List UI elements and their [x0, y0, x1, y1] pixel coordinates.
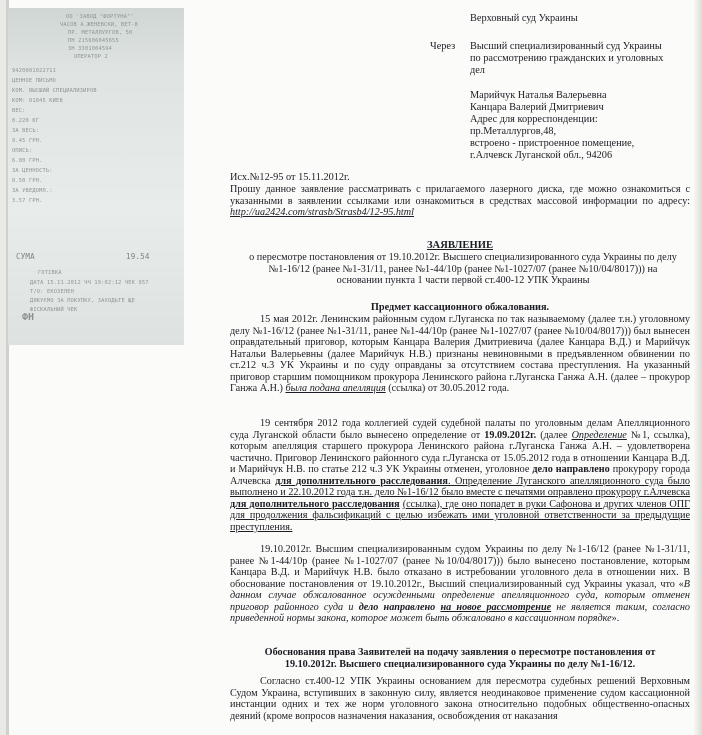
receipt-line: ЗА УВЕДОМЛ.:: [12, 188, 53, 194]
receipt-line: ОО 'ЗАВОД "ФОРТУНА"': [66, 14, 134, 20]
applicant-line: Канцара Валерий Дмитриевич: [470, 102, 604, 113]
receipt-line: 3.57 ГРН.: [12, 198, 43, 204]
receipt-line: ПР. МЕТАЛЛУРГОВ, 50: [68, 30, 133, 36]
appeal-link[interactable]: была подана апелляция: [285, 383, 386, 395]
section1-paragraph-2: [230, 418, 690, 533]
section2-paragraph-1: Согласно ст.400-12 УПК Украины основанием для пересмотра судебных решений Верховным Судом Украина, вступивших в законную силу, является неодинаковое применение судом кассационной инстанции одних и тех же норм уголовного закона относительно подобных общественно-опасных деяний (кроме вопросов назначения наказания, освобождения от наказания: [230, 676, 690, 722]
intro-text: Прошу данное заявление рассматривать с прилагаемого лазерного диска, где можно ознакомиться с указанными в заявлении ссылками или ознакомиться в средствах массовой информации по адресу:: [230, 184, 690, 207]
section1-p2-date: 19.09.2012г.: [484, 429, 537, 441]
receipt-line: ЗА ЦЕННОСТЬ:: [12, 168, 53, 174]
receipt-line: 0.220 КГ: [12, 118, 40, 124]
section1-p1-text: 15 мая 2012г. Ленинским районным судом г.Луганска по так называемому (далее т.н.) уголовному делу №1-16/12 (ранее №1-31/11, ранее №1-44/10р (ранее №1-1027/07 (ранее №10/04/8017))) был вынесен оправдательный приговор, которым Канцара Валерия Дмитриевича (далее Канцара В.Д.) и Марийчук Натальи Валерьевны (далее Марийчук Н.В.) признаны невиновными в предъявленном обвинении по ст.212 ч.3 УК Украины и по суду оправданы за отсутствием состава преступления. На указанный приговор старшим помощником прокурора Ленинского района г.Луганска Ганжа А.Н. (далее – прокурор Ганжа А.Н.): [230, 314, 690, 395]
receipt-line: ЗА ВЕСЬ:: [12, 128, 40, 134]
receipt-footer-line: ДЯКУЄМО ЗА ПОКУПКУ, ЗАХОДЬТЕ ЩЕ: [30, 298, 136, 304]
section1-p1-tail: (ссылка) от 30.05.2012 года.: [388, 383, 510, 395]
receipt-line: ЗН 3301004594: [68, 46, 113, 52]
receipt-line: ВЕС:: [12, 108, 26, 114]
receipt-line: ЧАСОВ А.ЖЕНЕВСКИ, ВЕТ-8: [60, 22, 138, 28]
section1-p2-text-f: (ссылка), где оно попадет в руки Сафонова и других членов ОПГ для продолжения фальсификаций с целью избежать ими уголовной ответственности за предыдущие преступления.: [230, 498, 691, 533]
addressee-court: Верховный суд Украины: [470, 13, 578, 24]
postal-receipt: [8, 8, 184, 345]
receipt-line: КОМ: 01045 КИЕВ: [12, 98, 63, 104]
ruling-link[interactable]: Определение: [571, 429, 627, 441]
receipt-footer-line: Т/О: ЕКОЗЕЛЕН: [30, 289, 75, 295]
receipt-stamp: ФН: [22, 312, 35, 323]
via-line: Высший специализированный суд Украины: [470, 41, 662, 52]
applicant-line: Марийчук Наталья Валерьевна: [470, 90, 607, 101]
document-title: ЗАЯВЛЕНИЕ: [426, 240, 494, 251]
section1-p2-text-c: №1, ссылка), которым апелляция старшего прокурора Ленинского района г.Луганска Ганжа А.Н. – удовлетворена частично. Приговор Ленинского районного суда г.Луганска от 15.05.2012 года в отношении Канцара В.Д. и Марийчук Н.В. по статье 212 ч.3 УК Украины отменен, уголовное: [230, 429, 691, 476]
section1-p2-bold-3: для дополнительного расследования: [230, 498, 400, 510]
intro-link[interactable]: http://ua2424.com/strasb/Strasb4/12-95.html: [230, 207, 414, 219]
section1-p3-quote: В данном случае обжалованное осужденными определение апелляционного суда, которым отменен приговор районного суда и: [230, 578, 690, 613]
section2-heading: Обоснования права Заявителей на подачу заявления о пересмотре постановления от 19.10.2012г. Высшего специализированного суда Украины по делу №1-16/12.: [264, 647, 656, 670]
section1-heading: Предмет кассационного обжалования.: [370, 302, 550, 313]
applicant-line: Адрес для корреспонденции:: [470, 114, 598, 125]
section1-paragraph-3: [230, 544, 690, 625]
outgoing-number: Исх.№12-95 от 15.11.2012г.: [230, 172, 350, 183]
applicant-line: встроено - пристроенное помещение,: [470, 138, 635, 149]
receipt-line: 0.50 ГРН.: [12, 178, 43, 184]
section1-p2-text-e: . Определение Луганского апелляционного суда было выполнено и 22.10.2012 года т.н. дело №1-16/12 было вместе с печатями оправлено прокурору г.Алчевска: [230, 475, 690, 499]
receipt-line: ОПЕРАТОР 2: [74, 54, 108, 60]
section1-paragraph-1: [230, 314, 690, 395]
section1-p2-text: 19 сентября 2012 года коллегией судей судебной палаты по уголовным делам Апелляционного суда Луганской области было вынесено определение от: [230, 418, 690, 441]
receipt-footer-line: ДАТА 15.11.2012 ЧЧ 19:02:12 ЧЕК 957: [30, 280, 149, 286]
section1-p3-quote-end: не является таким, согласно приведенной нормы закона, которое может быть обжаловано в кассационном порядке: [230, 601, 690, 625]
applicant-line: г.Алчевск Луганской обл., 94206: [470, 150, 613, 161]
section1-p2-text-d: прокурору города Алчевска: [230, 464, 691, 487]
section1-p3-text: 19.10.2012г. Высшим специализированным судом Украины по делу №1-16/12 (ранее №1-31/11, ранее №1-44/10р (ранее №1-1027/07 (ранее №10/04/8017))) было вынесено постановление, которым Канцара В.Д. и Марийчук Н.В. было отказано в истребовании уголовного дела в отношении них. В обоснование постановления от 19.10.2012г., Высший специализированный суд Украины указал, что «: [230, 544, 690, 590]
via-line: по рассмотрению гражданских и уголовных: [470, 53, 664, 64]
section1-p3-close: ».: [611, 613, 620, 625]
intro-paragraph: [230, 184, 690, 219]
applicant-line: пр.Металлургов,48,: [470, 126, 557, 137]
receipt-line: ПН 215606045655: [68, 38, 119, 44]
receipt-sum-label: СУМА: [16, 252, 35, 261]
scan-edge-right: [694, 0, 702, 735]
receipt-sum-value: 19.54: [126, 252, 150, 261]
receipt-footer-line: ФІСКАЛЬНИЙ ЧЕК: [30, 307, 78, 313]
receipt-line: 9.45 ГРН.: [12, 138, 43, 144]
receipt-line: КОМ. ВЫСШИЙ СПЕЦИАЛИЗИРОВ: [12, 88, 97, 94]
section1-p2-bold: дело направлено: [532, 464, 610, 476]
via-label: Через: [430, 41, 456, 52]
receipt-line: 9420001022711: [12, 68, 57, 74]
section1-p3-underlined: на новое рассмотрение: [440, 601, 552, 613]
section1-p3-bold: дело направлено: [358, 601, 436, 613]
section1-p2-bold-2: для дополнительного расследования: [275, 475, 448, 487]
document-subtitle: о пересмотре постановления от 19.10.2012г. Высшего специализированного суда Украины по делу №1-16/12 (ранее №1-31/11, ранее №1-44/10р (ранее №1-1027/07 (ранее №10/04/8017))) на основании пункта 1 части первой ст.400-12 УПК Украины: [249, 252, 677, 287]
receipt-line: ЦЕННОЕ ПИСЬМО: [12, 78, 57, 84]
receipt-line: ОПИСЬ:: [12, 148, 33, 154]
via-line: дел: [470, 65, 485, 76]
receipt-line: 6.00 ГРН.: [12, 158, 43, 164]
receipt-cash-label: ГОТІВКА: [38, 270, 62, 276]
section1-p2-text-b: (далее: [540, 429, 568, 441]
